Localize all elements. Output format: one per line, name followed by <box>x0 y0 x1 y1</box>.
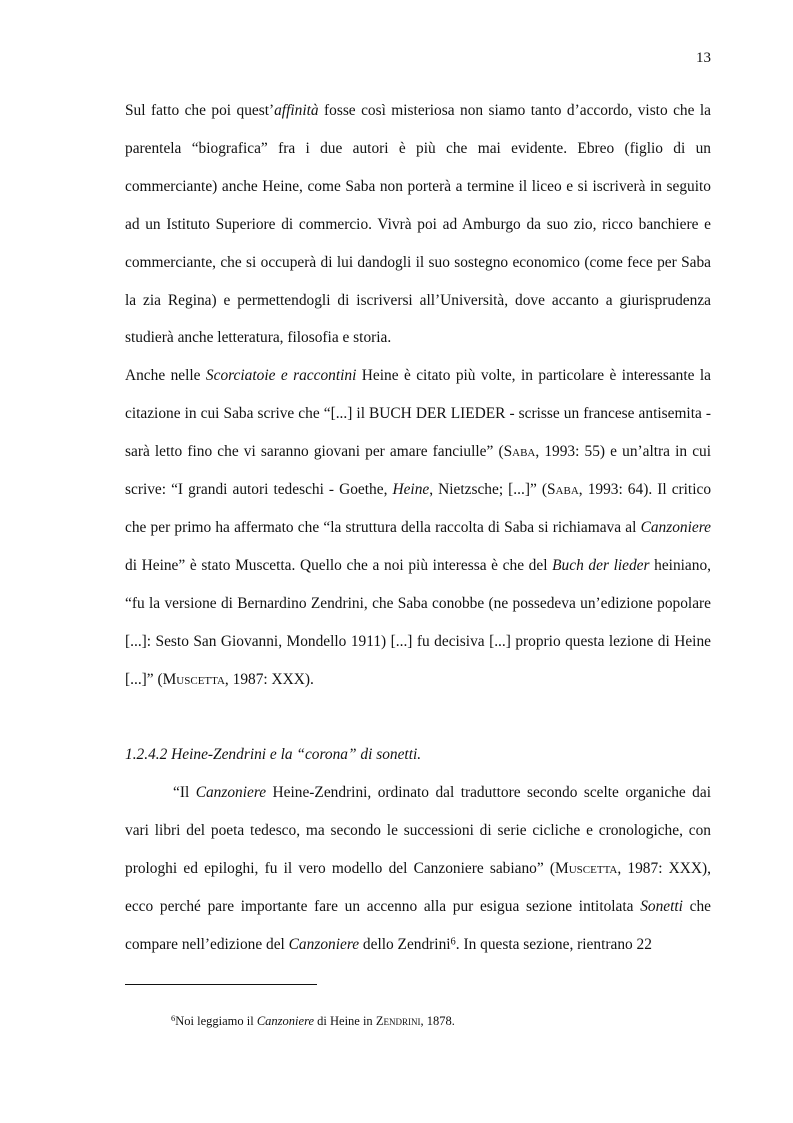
text-run: , Nietzsche; [...]” ( <box>429 481 547 499</box>
paragraph-1 <box>125 92 711 357</box>
italic-term: Heine <box>392 481 430 499</box>
italic-title: Buch der lieder <box>552 556 650 574</box>
italic-title: Sonetti <box>640 898 683 916</box>
text-run: heiniano, “fu la versione di Bernardino Zendrini, che Saba conobbe (ne possedeva un’edizione popolare [...]: Sesto San Giovanni, Mondello 1911) [...] fu decisiva [...] proprio questa lezione di Heine [...]” ( <box>125 556 711 688</box>
italic-title: Canzoniere <box>195 784 267 802</box>
text-run: , 1987: XXX), ecco perché pare importante fare un accenno alla pur esigua sezione intitolata <box>125 860 711 916</box>
author-name: Saba <box>503 443 536 461</box>
text-run: di Heine in <box>314 1014 376 1028</box>
text-run: Noi leggiamo il <box>175 1014 257 1028</box>
text-run: , 1987: XXX). <box>224 670 314 688</box>
text-run: . In questa sezione, rientrano 22 <box>455 935 652 953</box>
text-run: , 1878. <box>420 1014 455 1028</box>
section-heading: 1.2.4.2 Heine-Zendrini e la “corona” di sonetti. <box>125 746 422 764</box>
page-number: 13 <box>696 50 711 66</box>
text-run: fosse così misteriosa non siamo tanto d’accordo, visto che la parentela “biografica” fra i due autori è più che mai evidente. Ebreo (figlio di un commerciante) anche Heine, come Saba non porterà a termine il liceo e si iscriverà in seguito ad un Istituto Superiore di commercio. Vivrà poi ad Amburgo da suo zio, ricco banchiere e commerciante, che si occuperà di lui dandogli il suo sostegno economico (come fece per Saba la zia Regina) e permettendogli di iscriversi all’Università, dove accanto a giurisprudenza studierà anche letteratura, filosofia e storia. <box>125 102 711 347</box>
text-run: di Heine” è stato Muscetta. Quello che a noi più interessa è che del <box>125 556 553 574</box>
text-run: Heine-Zendrini, ordinato dal traduttore secondo scelte organiche dai vari libri del poeta tedesco, ma secondo le successioni di serie cicliche e cronologiche, con prologhi ed epiloghi, fu il vero modello del Canzoniere sabiano” ( <box>125 784 711 878</box>
italic-term: affinità <box>274 102 319 119</box>
text-run: Heine è citato più volte, in particolare è interessante la citazione in cui Saba scrive che “[...] il BUCH DER LIEDER - scrisse un francese antisemita - sarà letto fino che vi saranno giovani per amare fanciulle” ( <box>125 367 711 461</box>
author-name: Saba <box>546 481 579 499</box>
footnote-reference[interactable]: 6 <box>450 936 456 948</box>
author-name: Zendrini <box>375 1014 421 1028</box>
italic-title: Canzoniere <box>288 935 360 953</box>
italic-title: Canzoniere <box>256 1014 315 1028</box>
italic-title: Scorciatoie e raccontini <box>205 367 357 385</box>
paragraph-2 <box>125 357 711 698</box>
body-text <box>125 92 711 964</box>
text-run: , 1993: 64). Il critico che per primo ha affermato che “la struttura della raccolta di Saba si richiamava al <box>125 481 712 536</box>
footnote-marker: 6 <box>171 1013 176 1024</box>
text-run: che compare nell’edizione del <box>125 898 711 953</box>
text-run: Anche nelle <box>125 367 206 385</box>
text-run: “Il <box>173 784 196 802</box>
text-run: Sul fatto che poi quest’ <box>125 102 275 119</box>
author-name: Muscetta <box>162 670 225 688</box>
author-name: Muscetta <box>555 860 618 878</box>
paragraph-3 <box>125 774 711 964</box>
footnote <box>171 1013 455 1029</box>
italic-title: Canzoniere <box>640 518 711 536</box>
text-run: , 1993: 55) e un’altra in cui scrive: “I grandi autori tedeschi - Goethe, <box>125 443 712 499</box>
text-run: dello Zendrini <box>359 935 451 953</box>
footnote-divider <box>125 984 317 985</box>
